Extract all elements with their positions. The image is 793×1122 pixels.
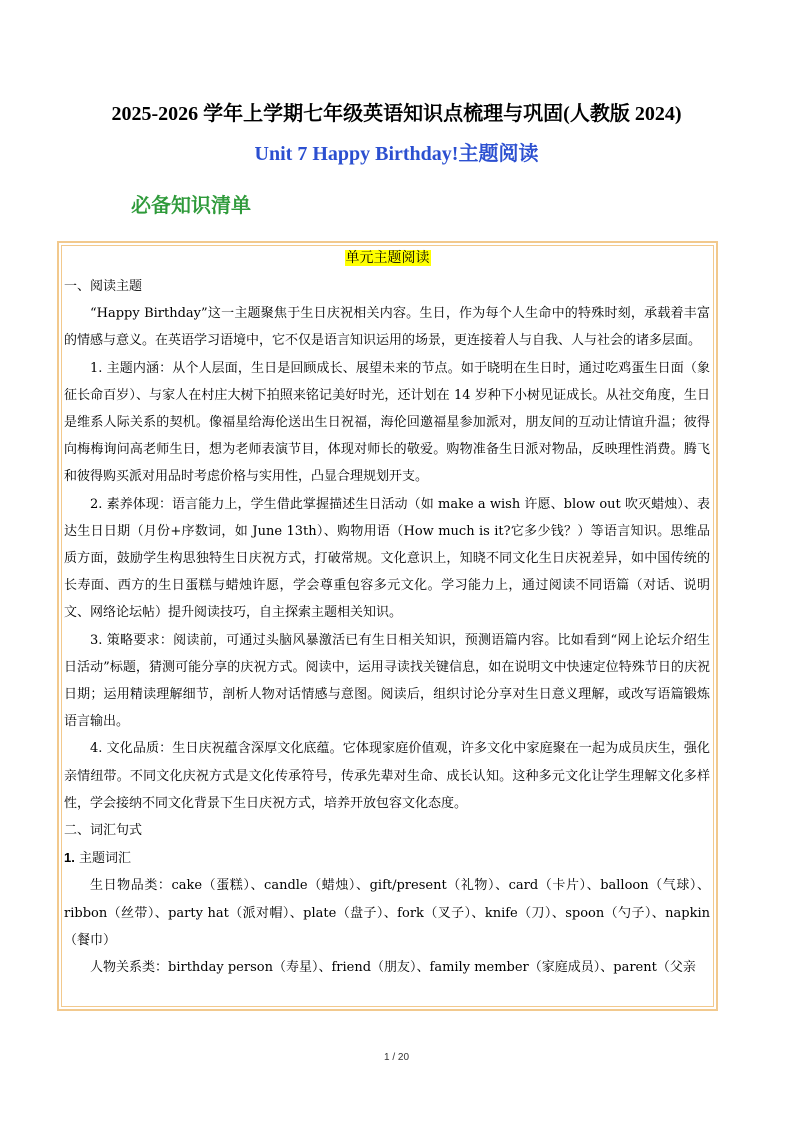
page-number: 1 / 20 — [383, 1052, 410, 1063]
vocab-sub-label: 主题词汇 — [78, 851, 131, 867]
vocab-people-paragraph: 人物关系类：birthday person（寿星）、friend（朋友）、family member（家庭成员）、parent（父亲 — [90, 960, 696, 976]
vocab-heading: 二、词汇句式 — [64, 823, 143, 839]
point-3-paragraph: 3. 策略要求：阅读前，可通过头脑风暴激活已有生日相关知识，预测语篇内容。比如看到“网上论坛介绍生日活动”标题，猜测可能分享的庆祝方式。阅读中，运用寻读找关键信息，如在说明文中快速定位特殊节日的庆祝日期；运用精读理解细节，剖析人物对话情感与意图。阅读后，组织讨论分享对生日意义理解，或改写语篇锻炼语言输出。 — [64, 632, 710, 730]
point-4-paragraph: 4. 文化品质：生日庆祝蕴含深厚文化底蕴。它体现家庭价值观，许多文化中家庭聚在一起为成员庆生，强化亲情纽带。不同文化庆祝方式是文化传承符号，传承先辈对生命、成长认知。这种多元文化让学生理解文化多样性，学会接纳不同文化背景下生日庆祝方式，培养开放包容文化态度。 — [64, 741, 710, 811]
page-subtitle: Unit 7 Happy Birthday!主题阅读 — [254, 143, 539, 165]
box-title-highlight: 单元主题阅读 — [345, 250, 430, 266]
section-heading: 必备知识清单 — [131, 193, 251, 217]
point-2-paragraph: 2. 素养体现：语言能力上，学生借此掌握描述生日活动（如 make a wish 许愿、blow out 吹灭蜡烛）、表达生日日期（月份+序数词，如 June 13th）、购物用语（How much is it?它多少钱？）等语言知识。思维品质方面，鼓励学生构思独特生日庆祝方式，打破常规。文化意识上，知晓不同文化生日庆祝差异，如中国传统的长寿面、西方的生日蛋糕与蜡烛许愿，学会尊重包容多元文化。学习能力上，通过阅读不同语篇（对话、说明文、网络论坛帖）提升阅读技巧，自主探索主题相关知识。 — [64, 496, 710, 621]
reading-box — [57, 241, 718, 1011]
theme-intro-paragraph: “Happy Birthday”这一主题聚焦于生日庆祝相关内容。生日，作为每个人生命中的特殊时刻，承载着丰富的情感与意义。在英语学习语境中，它不仅是语言知识运用的场景，更连接着人与自我、人与社会的诸多层面。 — [64, 306, 710, 349]
point-1-paragraph: 1. 主题内涵：从个人层面，生日是回顾成长、展望未来的节点。如于晓明在生日时，通过吃鸡蛋生日面（象征长命百岁）、与家人在村庄大树下拍照来铭记美好时光，还计划在 14 岁种下小树见证成长。从社交角度，生日是维系人际关系的契机。像福星给海伦送出生日祝福，海伦回邀福星参加派对，朋友间的互动让情谊升温；彼得向梅梅询问高老师生日，想为老师表演节目，体现对师长的敬爱。购物准备生日派对物品，反映理性消费。腾飞和彼得购买派对用品时考虑价格与实用性，凸显合理规划开支。 — [64, 360, 710, 485]
vocab-items-paragraph: 生日物品类：cake（蛋糕）、candle（蜡烛）、gift/present（礼物）、card（卡片）、balloon（气球）、ribbon（丝带）、party hat（派对帽）、plate（盘子）、fork（叉子）、knife（刀）、spoon（勺子）、napkin（餐巾） — [64, 878, 710, 948]
vocab-sub-number: 1. — [64, 850, 75, 866]
vocab-subheading — [64, 844, 710, 872]
theme-heading: 一、阅读主题 — [64, 279, 143, 294]
box-content — [64, 273, 710, 981]
page-title: 2025-2026 学年上学期七年级英语知识点梳理与巩固(人教版 2024) — [111, 103, 682, 125]
